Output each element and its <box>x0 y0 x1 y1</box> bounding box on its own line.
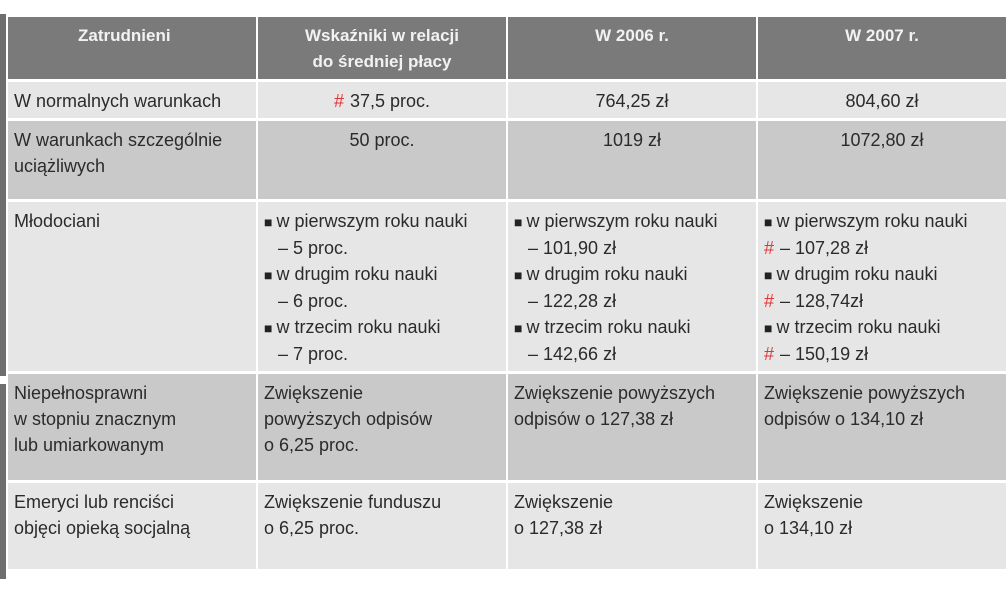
header-indicators <box>258 17 506 79</box>
list-item: ■ w drugim roku nauki <box>514 264 688 284</box>
row-indicator: Zwiększenie funduszu o 6,25 proc. <box>258 483 506 569</box>
list-item: ■ w drugim roku nauki <box>264 264 438 284</box>
top-band <box>0 0 948 12</box>
row-2006: 764,25 zł <box>508 82 756 118</box>
header-indicators-line1: Wskaźniki w relacji <box>304 26 459 45</box>
list-item: # – 150,19 zł <box>764 344 869 364</box>
row-2007: 804,60 zł <box>758 82 1006 118</box>
list-item: # – 107,28 zł <box>764 238 869 258</box>
bullet-icon: ■ <box>514 320 523 336</box>
header-row <box>8 17 1006 79</box>
bullet-icon: ■ <box>264 267 273 283</box>
hash-mark: # <box>764 291 775 311</box>
row-2006: Zwiększenie o 127,38 zł <box>508 483 756 569</box>
list-item: – 5 proc. <box>278 238 349 258</box>
row-indicator <box>258 82 506 118</box>
table-row <box>8 202 1006 371</box>
hash-mark: # <box>764 344 775 364</box>
hash-mark: # <box>333 91 344 111</box>
row-2006: Zwiększenie powyższych odpisów o 127,38 zł <box>508 374 756 480</box>
list-item: ■ w trzecim roku nauki <box>764 317 941 337</box>
row-label-line: W warunkach szczególnie <box>14 130 223 150</box>
row-2007: 1072,80 zł <box>758 121 1006 199</box>
list-item: ■ w pierwszym roku nauki <box>514 211 718 231</box>
row-label: Młodociani <box>8 202 256 371</box>
list-item: ■ w pierwszym roku nauki <box>764 211 968 231</box>
table-row <box>8 374 1006 480</box>
list-item: ■ w drugim roku nauki <box>764 264 938 284</box>
list-item: – 142,66 zł <box>528 344 617 364</box>
table-row <box>8 121 1006 199</box>
list-item: ■ w pierwszym roku nauki <box>264 211 468 231</box>
row-indicator <box>258 202 506 371</box>
list-item: # – 128,74zł <box>764 291 864 311</box>
header-2007: W 2007 r. <box>758 17 1006 79</box>
row-indicator-value: 37,5 proc. <box>349 91 431 111</box>
bullet-icon: ■ <box>514 267 523 283</box>
table-row <box>8 483 1006 569</box>
row-label <box>8 121 256 199</box>
bullet-icon: ■ <box>264 214 273 230</box>
bullet-icon: ■ <box>764 267 773 283</box>
header-employees: Zatrudnieni <box>8 17 256 79</box>
row-2006 <box>508 202 756 371</box>
fund-table <box>6 14 1008 572</box>
list-item: – 6 proc. <box>278 291 349 311</box>
header-indicators-line2: do średniej płacy <box>312 52 452 71</box>
row-label-line: uciążliwych <box>14 156 106 176</box>
bullet-icon: ■ <box>514 214 523 230</box>
list-item: ■ w trzecim roku nauki <box>264 317 441 337</box>
bullet-icon: ■ <box>764 214 773 230</box>
bullet-icon: ■ <box>764 320 773 336</box>
bullet-icon: ■ <box>264 320 273 336</box>
list-item: – 101,90 zł <box>528 238 617 258</box>
hash-mark: # <box>764 238 775 258</box>
row-2007: Zwiększenie powyższych odpisów o 134,10 zł <box>758 374 1006 480</box>
row-indicator: Zwiększenie powyższych odpisów o 6,25 proc. <box>258 374 506 480</box>
row-2006: 1019 zł <box>508 121 756 199</box>
list-item: – 7 proc. <box>278 344 349 364</box>
row-2007 <box>758 202 1006 371</box>
row-label: W normalnych warunkach <box>8 82 256 118</box>
row-2007: Zwiększenie o 134,10 zł <box>758 483 1006 569</box>
header-2006: W 2006 r. <box>508 17 756 79</box>
row-label: Niepełnosprawni w stopniu znacznym lub umiarkowanym <box>8 374 256 480</box>
list-item: ■ w trzecim roku nauki <box>514 317 691 337</box>
list-item: – 122,28 zł <box>528 291 617 311</box>
row-label: Emeryci lub renciści objęci opieką socjalną <box>8 483 256 569</box>
row-indicator: 50 proc. <box>258 121 506 199</box>
table-row <box>8 82 1006 118</box>
